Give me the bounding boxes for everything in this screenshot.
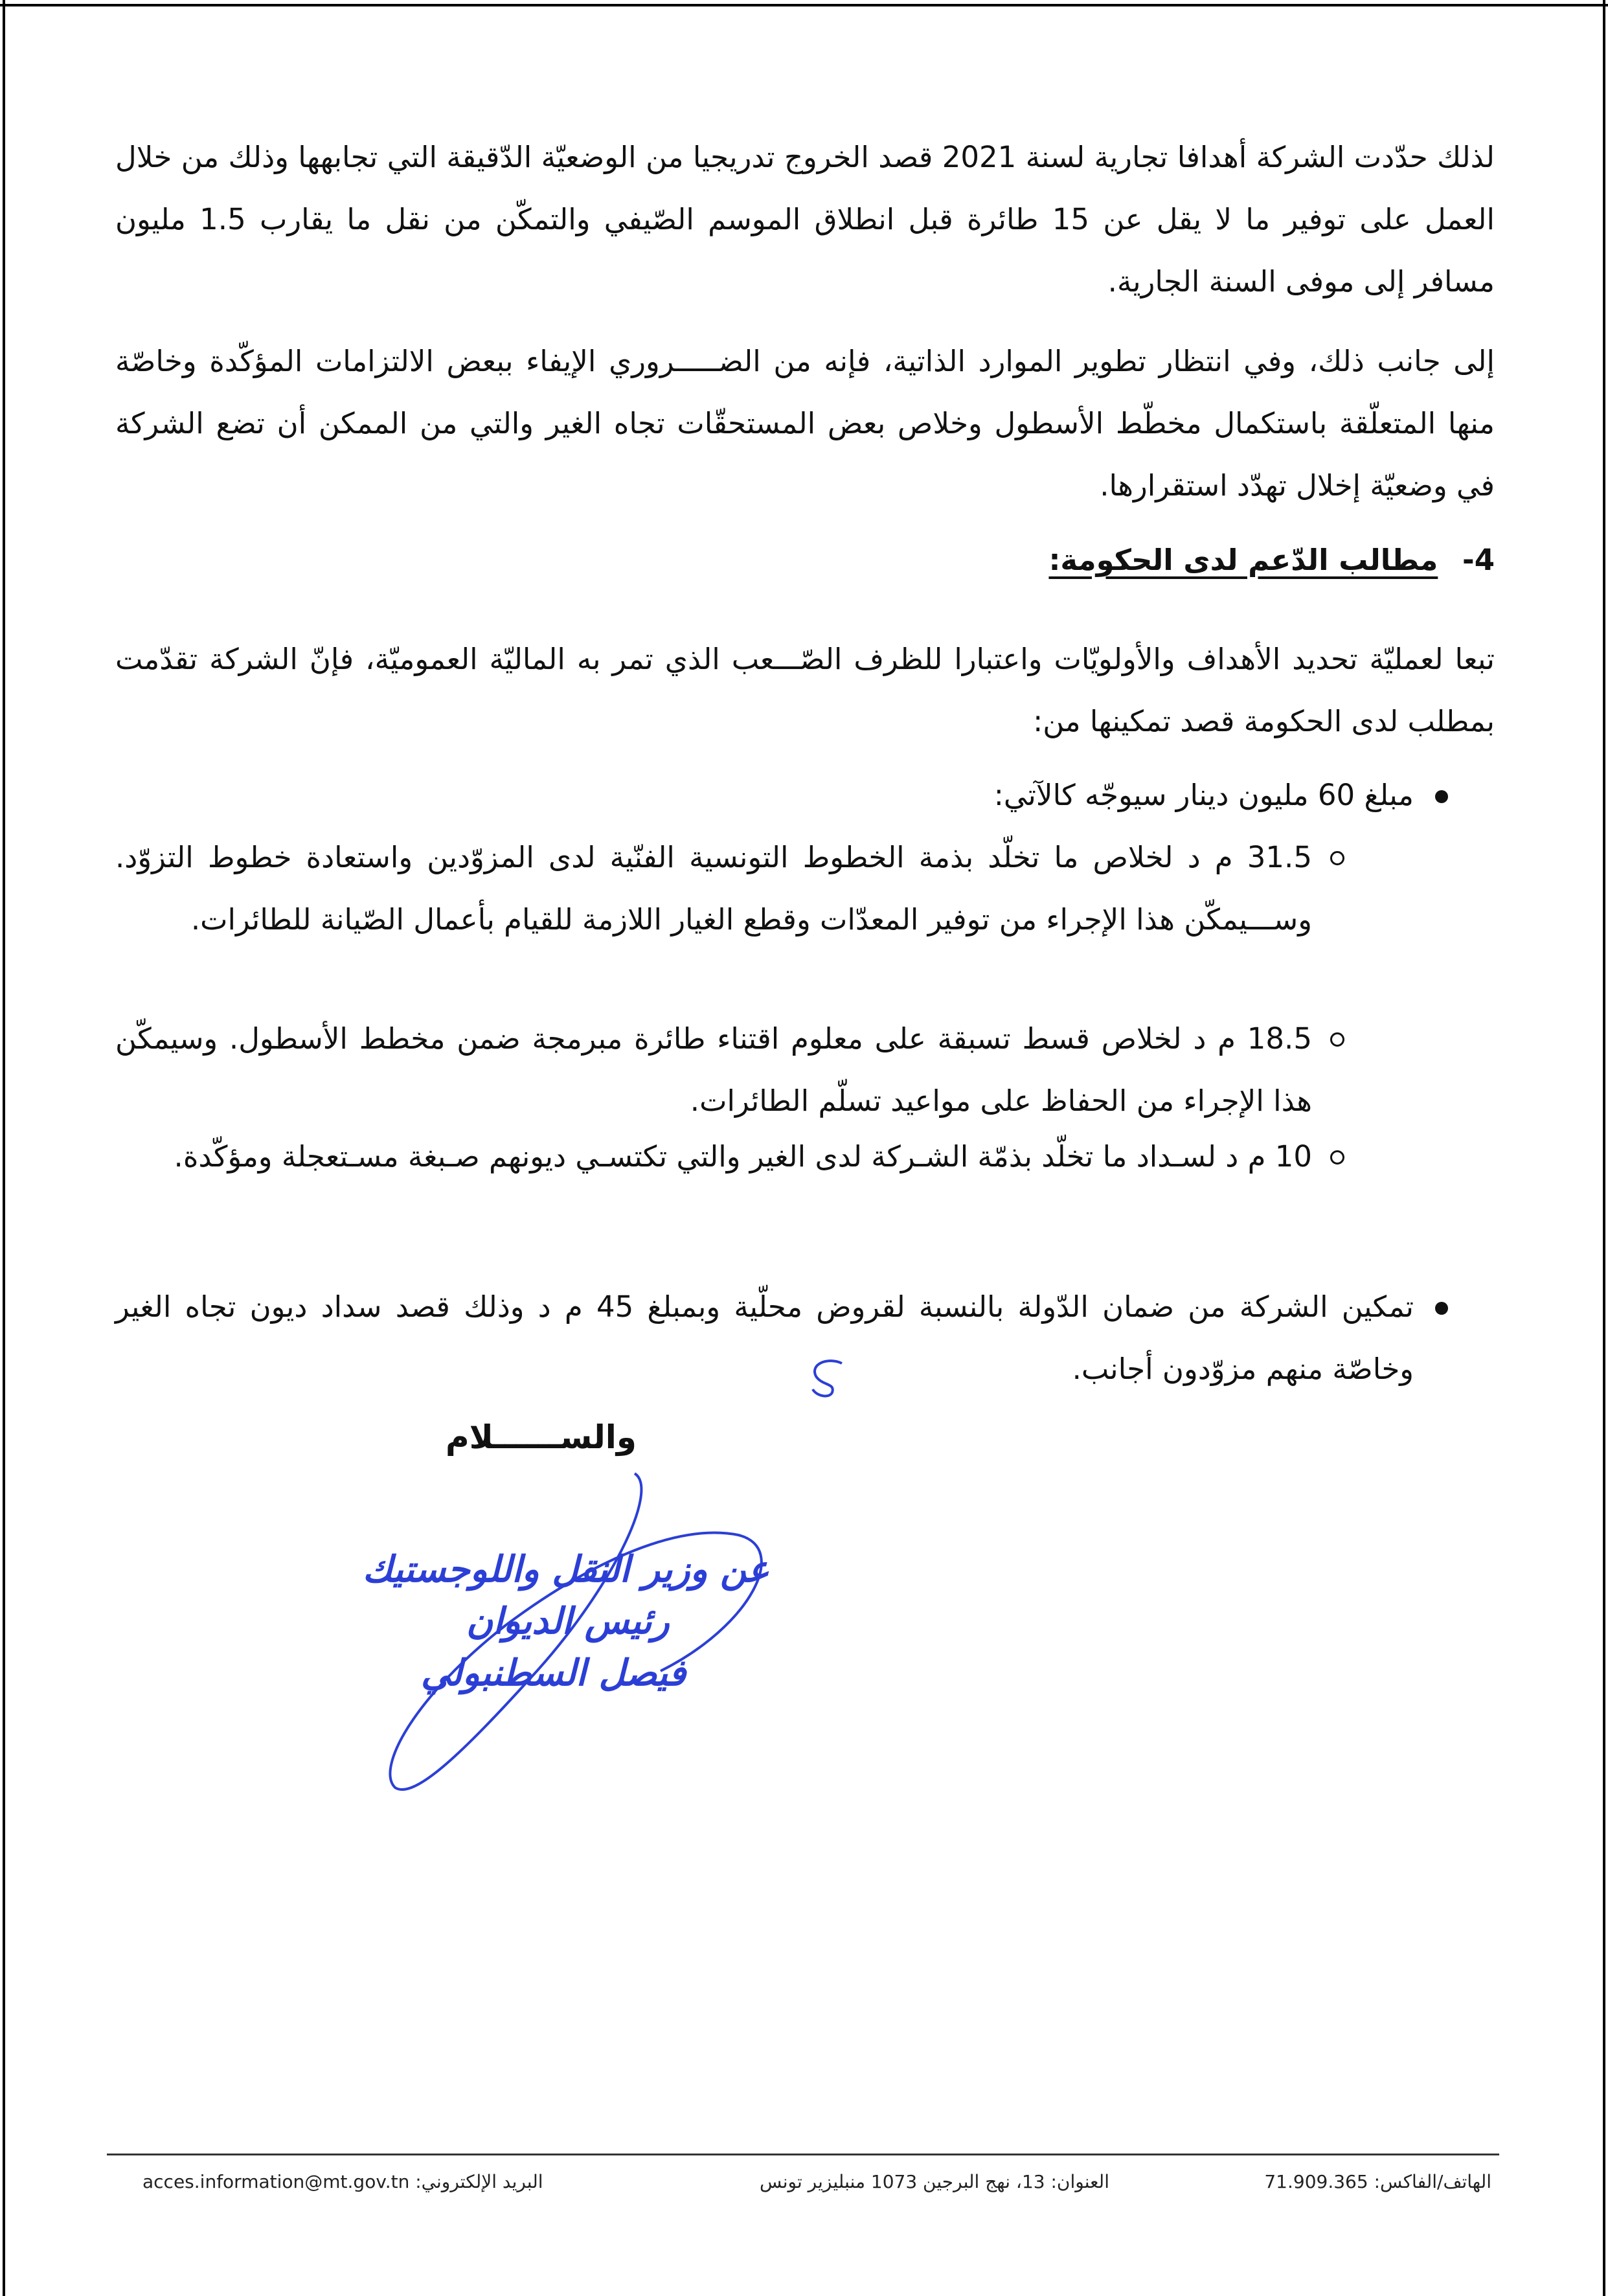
circle-bullet-icon bbox=[1330, 851, 1344, 865]
list-item bbox=[115, 1126, 1495, 1250]
sub-item-10: 10 م د لسـداد ما تخلّد بذمّة الشـركة لدى الغير والتي تكتسـي ديونهم صـبغة مسـتعجلة ومؤكّدة. bbox=[174, 1139, 1312, 1174]
circle-bullet-icon bbox=[1330, 1032, 1344, 1047]
sub-item-18-5: 18.5 م د لخلاص قسط تسبقة على معلوم اقتناء طائرة مبرمجة ضمن مخطط الأسطول. وسيمكّن هذا الإجراء من الحفاظ على مواعيد تسلّم الطائرات. bbox=[115, 1021, 1312, 1118]
paragraph-request-intro: تبعا لعمليّة تحديد الأهداف والأولويّات واعتبارا للظرف الصّـــعب الذي تمر به الماليّة العموميّة، فإنّ الشركة تقدّمت بمطلب لدى الحكومة قصد تمكينها من: bbox=[115, 642, 1495, 738]
section-title: مطالب الدّعم لدى الحكومة: bbox=[1048, 543, 1438, 577]
circle-bullet-icon bbox=[1330, 1150, 1344, 1165]
page-border-right bbox=[1603, 0, 1605, 2296]
handwritten-initial-icon bbox=[797, 1350, 855, 1402]
signature-block bbox=[337, 1464, 855, 1813]
page-border-top bbox=[0, 4, 1608, 6]
section-heading bbox=[1048, 538, 1495, 583]
section-number: 4- bbox=[1462, 543, 1495, 577]
list-item bbox=[115, 826, 1495, 1013]
footer-address: العنوان: 13، نهج البرجين 1073 منبليزير تونس bbox=[760, 2171, 1109, 2192]
page-border-left bbox=[3, 0, 5, 2296]
bullet-icon bbox=[1435, 1302, 1448, 1315]
paragraph-commitments: إلى جانب ذلك، وفي انتظار تطوير الموارد الذاتية، فإنه من الضـــــروري الإيفاء ببعض الالتزامات المؤكّدة وخاصّة منها المتعلّقة باستكمال مخطّط الأسطول وخلاص بعض المستحقّات تجاه الغير والتي من الممكن أن تضع الشركة في وضعيّة إخلال تهدّد استقرارها. bbox=[115, 344, 1495, 503]
sub-item-31-5: 31.5 م د لخلاص ما تخلّد بذمة الخطوط التونسية الفنّية لدى المزوّدين واستعادة خطوط التزوّد. وســـيمكّن هذا الإجراء من توفير المعدّات وقطع الغيار اللازمة للقيام بأعمال الصّيانة للطائرات. bbox=[115, 840, 1312, 937]
bullet-icon bbox=[1435, 790, 1448, 803]
bullet-text-state-guarantee: تمكين الشركة من ضمان الدّولة بالنسبة لقروض محلّية وبمبلغ 45 م د وذلك قصد سداد ديون تجاه الغير وخاصّة منهم مزوّدون أجانب. bbox=[115, 1290, 1414, 1386]
footer-phone: الهاتف/الفاكس: 71.909.365 bbox=[1264, 2171, 1491, 2192]
closing-greeting: والســــــلام bbox=[445, 1418, 637, 1456]
signature-line-title: رئيس الديوان bbox=[466, 1600, 670, 1642]
list-item bbox=[115, 764, 1495, 826]
signature-line-name: فيصل السطنبولي bbox=[421, 1652, 686, 1694]
footer-email: البريد الإلكتروني: acces.information@mt.gov.tn bbox=[142, 2171, 543, 2192]
list-item bbox=[115, 1008, 1495, 1132]
bullet-text-amount-60: مبلغ 60 مليون دينار سيوجّه كالآتي: bbox=[993, 778, 1414, 812]
footer-divider bbox=[107, 2154, 1499, 2155]
paragraph-commercial-targets: لذلك حدّدت الشركة أهدافا تجارية لسنة 2021 قصد الخروج تدريجيا من الوضعيّة الدّقيقة التي تجابهها وذلك من خلال العمل على توفير ما لا يقل عن 15 طائرة قبل انطلاق الموسم الصّيفي والتمكّن من نقل ما يقارب 1.5 مليون مسافر إلى موفى السنة الجارية. bbox=[115, 140, 1495, 299]
signature-line-ministry: عن وزير النقل واللوجستيك bbox=[363, 1548, 770, 1591]
